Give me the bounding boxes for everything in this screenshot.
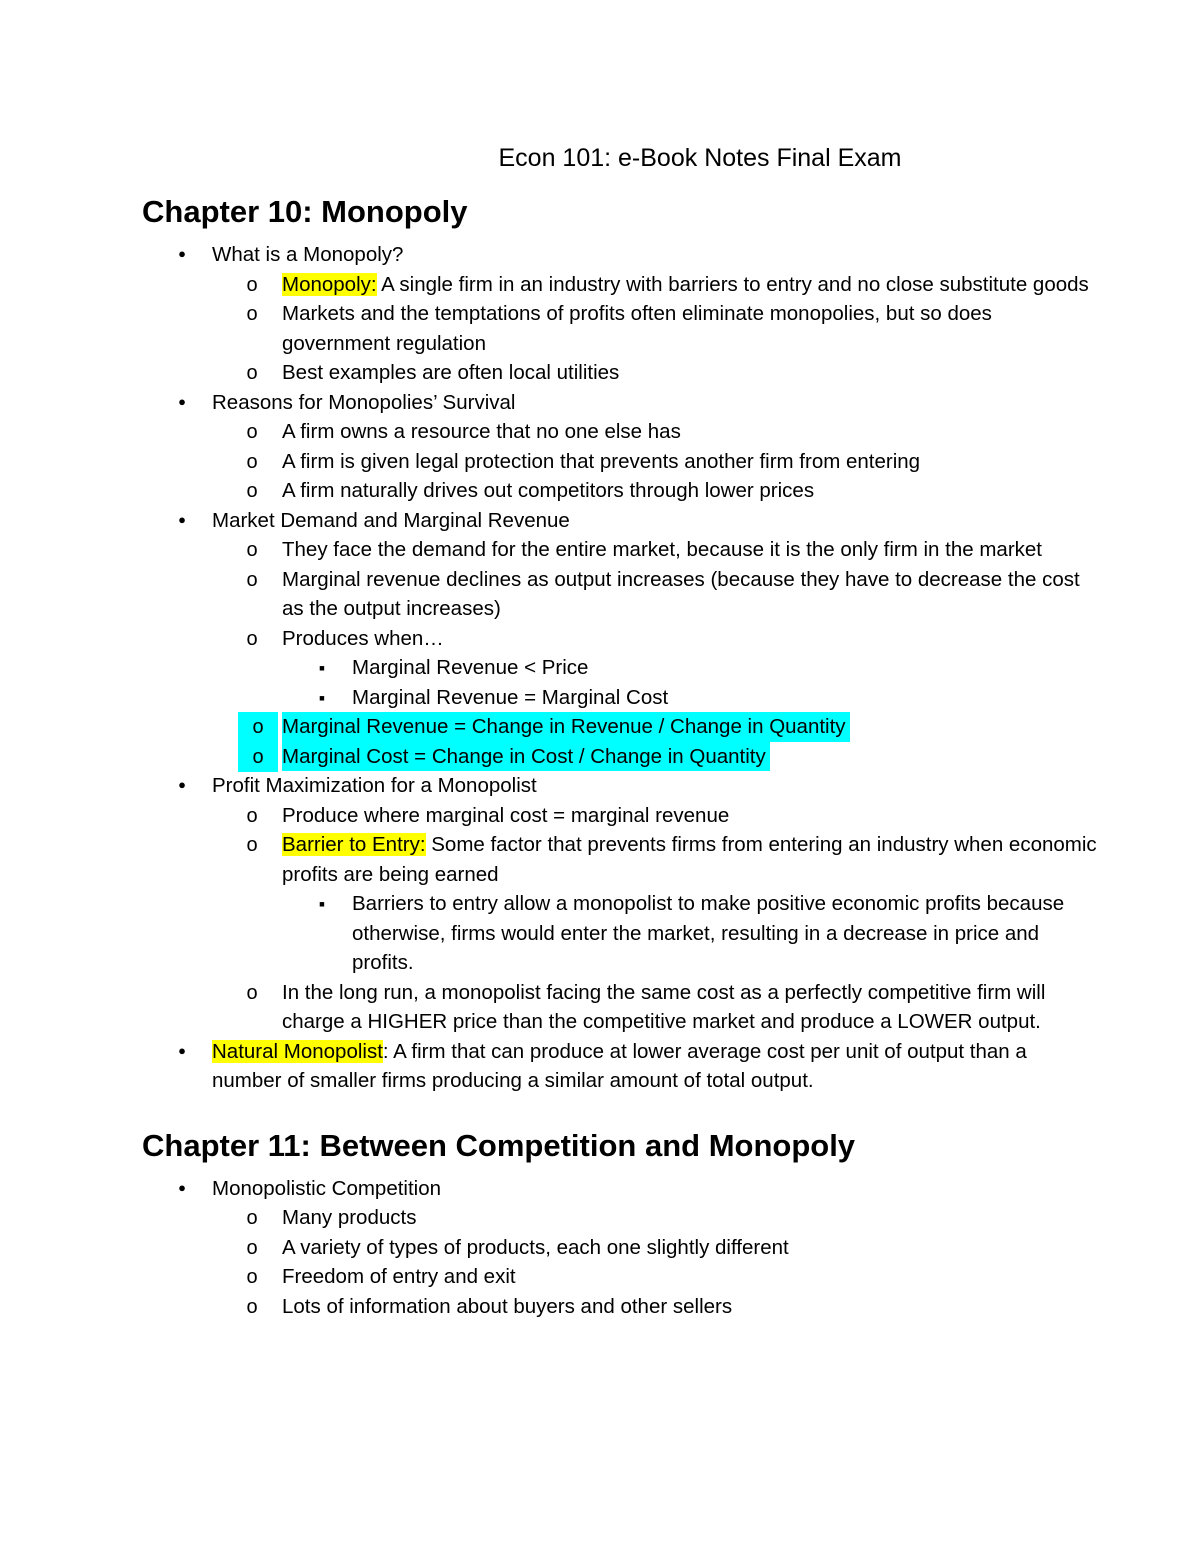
list-item: o Monopoly: A single firm in an industry with barriers to entry and no close substitute goods xyxy=(212,270,1100,300)
circle-bullet-icon xyxy=(238,742,278,773)
chapter-10-heading: Chapter 10: Monopoly xyxy=(142,194,468,229)
circle-bullet-icon xyxy=(242,830,262,861)
list-item: ▪ Marginal Revenue < Price xyxy=(282,653,1100,683)
list-item: o Lots of information about buyers and other sellers xyxy=(212,1292,1100,1322)
list-item: o Many products xyxy=(212,1203,1100,1233)
circle-bullet-icon xyxy=(242,1292,262,1323)
circle-bullet-icon xyxy=(242,358,262,389)
circle-bullet-icon xyxy=(242,624,262,655)
highlighted-formula: Marginal Cost = Change in Cost / Change in Quantity xyxy=(282,742,770,772)
list-item: o Freedom of entry and exit xyxy=(212,1262,1100,1292)
circle-bullet-icon xyxy=(242,1233,262,1264)
list-item: ▪ Marginal Revenue = Marginal Cost xyxy=(282,683,1100,713)
term-barrier-to-entry: Barrier to Entry: xyxy=(282,833,426,856)
highlighted-formula: Marginal Revenue = Change in Revenue / Change in Quantity xyxy=(282,712,850,742)
term-monopoly: Monopoly: xyxy=(282,272,377,296)
circle-bullet-icon xyxy=(242,417,262,448)
list-item: ● Profit Maximization for a Monopolist o Produce where marginal cost = marginal revenue o Barrier to Entry: Some factor that prevents firms from entering an industry when economic profits are being earned ▪ Barriers to entry allow a monopolist to make positive economic profits because otherwise, firms would enter the market, resulting in a decrease in price and profits. o In the long run, a monopolist facing the same cost as a perfectly competitive firm will charge a HIGHER price than the competitive market and produce a LOWER output. xyxy=(142,771,1100,1037)
list-item: o A firm owns a resource that no one else has xyxy=(212,417,1100,447)
circle-bullet-icon xyxy=(242,447,262,478)
list-item: o Barrier to Entry: Some factor that prevents firms from entering an industry when economic profits are being earned ▪ Barriers to entry allow a monopolist to make positive economic profits because otherwise, firms would enter the market, resulting in a decrease in price and profits. xyxy=(212,830,1100,978)
circle-bullet-icon xyxy=(242,535,262,566)
bullet-icon xyxy=(172,1037,192,1069)
list-item: o Markets and the temptations of profits often eliminate monopolies, but so does government regulation xyxy=(212,299,1100,358)
list-item: o In the long run, a monopolist facing the same cost as a perfectly competitive firm will charge a HIGHER price than the competitive market and produce a LOWER output. xyxy=(212,978,1100,1037)
term-natural-monopolist: Natural Monopolist xyxy=(212,1039,383,1063)
list-item: o They face the demand for the entire market, because it is the only firm in the market xyxy=(212,535,1100,565)
circle-bullet-icon xyxy=(242,270,262,301)
square-bullet-icon xyxy=(312,683,332,714)
circle-bullet-icon xyxy=(242,1203,262,1234)
list-item: ▪ Barriers to entry allow a monopolist to make positive economic profits because otherwise, firms would enter the market, resulting in a decrease in price and profits. xyxy=(282,889,1100,978)
circle-bullet-icon xyxy=(238,712,278,743)
bullet-icon xyxy=(172,388,192,420)
list-item: ● Market Demand and Marginal Revenue o They face the demand for the entire market, because it is the only firm in the market o Marginal revenue declines as output increases (because they have to decrease the cost as the output increases) o Produces when… ▪ Marginal Revenue < Price ▪ Marginal Revenue = Marginal Cost o Marginal Revenue = Change in Revenue / Change in Quantity o Marginal Cost = Change in Cost / Change in Quantity xyxy=(142,506,1100,772)
circle-bullet-icon xyxy=(242,476,262,507)
list-item: ● Reasons for Monopolies’ Survival o A firm owns a resource that no one else has o A firm is given legal protection that prevents another firm from entering o A firm naturally drives out competitors through lower prices xyxy=(142,388,1100,506)
list-item: o Produce where marginal cost = marginal revenue xyxy=(212,801,1100,831)
list-item xyxy=(212,712,1100,742)
bullet-icon xyxy=(172,506,192,538)
list-item: ● What is a Monopoly? o Monopoly: A single firm in an industry with barriers to entry and no close substitute goods o Markets and the temptations of profits often eliminate monopolies, but so does government regulation o Best examples are often local utilities xyxy=(142,240,1100,388)
circle-bullet-icon xyxy=(242,565,262,596)
chapter-11-heading: Chapter 11: Between Competition and Monopoly xyxy=(142,1127,856,1163)
list-item: ● Monopolistic Competition o Many products o A variety of types of products, each one slightly different o Freedom of entry and exit o Lots of information about buyers and other sellers xyxy=(142,1174,1100,1322)
bullet-icon xyxy=(172,240,192,272)
bullet-icon xyxy=(172,1174,192,1206)
chapter-10-list xyxy=(142,240,1100,1096)
circle-bullet-icon xyxy=(242,978,262,1009)
circle-bullet-icon xyxy=(242,299,262,330)
square-bullet-icon xyxy=(312,653,332,684)
list-item xyxy=(212,742,1100,772)
square-bullet-icon xyxy=(312,889,332,920)
list-item: o A variety of types of products, each one slightly different xyxy=(212,1233,1100,1263)
list-item: o Produces when… ▪ Marginal Revenue < Price ▪ Marginal Revenue = Marginal Cost xyxy=(212,624,1100,713)
list-item: ● Natural Monopolist: A firm that can produce at lower average cost per unit of output than a number of smaller firms producing a similar amount of total output. xyxy=(142,1037,1100,1096)
list-item: o A firm is given legal protection that prevents another firm from entering xyxy=(212,447,1100,477)
list-item: o A firm naturally drives out competitors through lower prices xyxy=(212,476,1100,506)
circle-bullet-icon xyxy=(242,801,262,832)
list-item: o Best examples are often local utilities xyxy=(212,358,1100,388)
list-item: o Marginal revenue declines as output increases (because they have to decrease the cost as the output increases) xyxy=(212,565,1100,624)
document-title: Econ 101: e-Book Notes Final Exam xyxy=(498,144,902,172)
circle-bullet-icon xyxy=(242,1262,262,1293)
chapter-11-list xyxy=(142,1174,1100,1322)
bullet-icon xyxy=(172,771,192,803)
